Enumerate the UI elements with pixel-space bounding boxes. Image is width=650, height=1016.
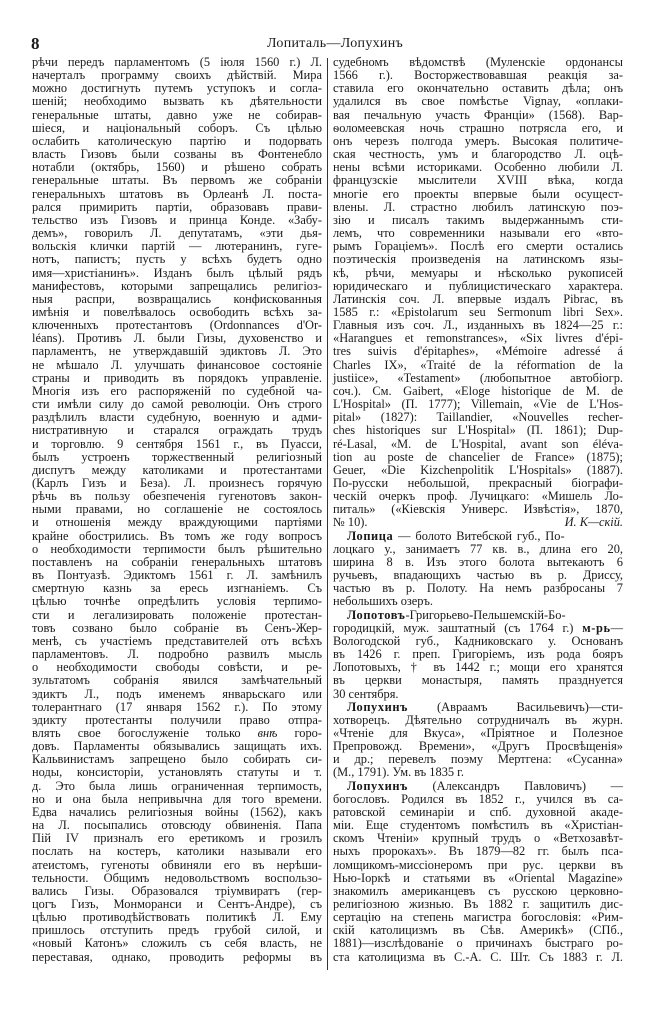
page-number: 8 [31, 34, 40, 53]
text-line: товъ созвано было собраніе въ Сенъ-Жер- [32, 620, 322, 635]
entry-лопотовъ [333, 609, 623, 701]
text-line: влены. Л. страстно любилъ латинскую поэ- [333, 199, 623, 214]
text-line: шеній; необходимо вызвать къ дѣятельности [32, 94, 322, 109]
text-line: Лопотовыхъ, † въ 1442 г.; мощи его хранятся [333, 660, 623, 675]
text-line: ches historiques sur L'Hospital» (П. 1861); Dup- [333, 423, 623, 438]
entry-headword: Лопица [347, 528, 394, 543]
text-line: Нью-Іоркѣ и статьями въ «Oriental Magazine» [333, 870, 623, 885]
text-line: ослабить католическую партію и подорвать [32, 133, 322, 148]
text-line: пришлось отступить предъ грубой силой, и [32, 923, 322, 938]
text-line: парламентъ, не утверждавшій эдиктовъ Л. Это [32, 344, 322, 359]
text-line: хотворецъ. Дѣятельно сотрудничалъ въ журн. [333, 712, 623, 727]
text-line: знакомилъ американцевъ съ русскою церковно- [333, 883, 623, 898]
text-line: судебномъ вѣдомствѣ (Муленскіе ордонансы [333, 55, 623, 69]
right-column [333, 56, 623, 964]
left-column [32, 56, 322, 964]
text-line: власть Гизовъ были созваны въ Фонтенебло [32, 147, 322, 162]
text-line: удалился въ свое помѣстье Vignay, «оплаки- [333, 94, 623, 109]
text-line: ставила его окончательно оставить дѣла; онъ [333, 81, 623, 96]
text-line: скомъ Чтеніи» крупный трудъ о «Ветхозавѣт- [333, 831, 623, 846]
text-line: смертную казнь за ересь изгнаніемъ. Съ [32, 581, 322, 596]
text-line: цогъ Гизъ, Монморанси и Сентъ-Андре), съ [32, 897, 322, 911]
text-line: и отношенія между враждующими партіями [32, 515, 322, 530]
text-line [333, 780, 623, 793]
text-line: раздѣлилъ власти судебную, военную и адми- [32, 410, 322, 425]
text-segment: № 10). [333, 515, 368, 530]
italic-text: внѣ [257, 725, 278, 740]
text-line: толерантнаго (17 января 1562 г.). По этому [32, 699, 322, 714]
text-line: рѣчь въ пользу обезпеченія гугенотовъ закон- [32, 489, 322, 504]
text-line: менѣ, съ участіемъ представителей отъ всѣхъ [32, 633, 322, 648]
text-line: ныя распри, возвращались конфискованныя [32, 291, 322, 306]
text-line: «новый Катонъ» сложилъ съ себя власть, не [32, 936, 322, 951]
text-line: тельности. Общимъ недовольствомъ воспользо- [32, 870, 322, 885]
text-line: юридическаго и публицистическаго характера. [333, 278, 623, 293]
paragraph [32, 56, 322, 964]
text-line: диспутъ между католиками и протестантами [32, 462, 322, 477]
text-line: (М., 1791). Ум. въ 1835 г. [333, 765, 464, 780]
text-line [333, 701, 623, 714]
entry-headword: Лопухинъ [347, 778, 408, 793]
text-line: ская честность, умъ и благородство Л. оцѣ- [333, 147, 623, 162]
text-line: «Чтеніе для Вкуса», «Пріятное и Полезное [333, 725, 623, 740]
text-line: зультатомъ собранія явился замѣчательный [32, 673, 322, 688]
text-line: въ Понтуазѣ. Эдиктомъ 1561 г. Л. замѣнилъ [32, 568, 322, 583]
text-line: сертацію на степень магистра богословія: «Рим- [333, 910, 623, 925]
text-line: кѣ, рѣчи, мемуары и нѣсколько рукописей [333, 265, 623, 280]
text-line [333, 622, 623, 635]
text-line: «Harangues et remonstrances», «Six livres d'épi- [333, 331, 623, 346]
text-line: въ 1426 г. преп. Григоріемъ, изъ рода бояръ [333, 647, 623, 662]
entry-headword: Лопухинъ [347, 699, 408, 714]
text-line: частью въ р. Полоту. На немъ разбросаны 7 [333, 581, 623, 596]
entry-headword: м-рь [582, 620, 611, 635]
text-line: соч.). См. Gaibert, «Eloge historique de M. de [333, 383, 623, 398]
column-divider [327, 58, 328, 970]
text-line: рымъ Гораціемъ». Послѣ его смерти остались [333, 239, 623, 254]
text-segment: городицкій, муж. заштатный (съ 1764 г.) [333, 620, 583, 635]
text-line: Пій IV призналъ его еретикомъ и грозилъ [32, 831, 322, 846]
text-line: (Карлъ Гизъ и Беза). Л. произнесъ горячую [32, 476, 322, 490]
text-line: питаль» («Кіевскія Универс. Извѣстія», 1870, [333, 502, 623, 517]
text-line: имя—христіанинъ». Изданъ былъ цѣлый рядъ [32, 265, 322, 280]
text-line: ческій очеркъ проф. Лучицкаго: «Мишель Ло- [333, 489, 623, 504]
text-line: ными правами, но соглашеніе не состоялось [32, 502, 322, 517]
text-line: поэтическія произведенія на латинскомъ язы- [333, 252, 623, 267]
text-line: ныхъ пророкахъ». Въ 1879—82 гг. былъ пса- [333, 844, 623, 859]
text-line: сти и легализировать положеніе протестан- [32, 607, 322, 622]
text-line: міи. Еще студентомъ помѣстилъ въ «Христіан- [333, 818, 623, 833]
text-line: можно достигнуть путемъ уступокъ и согла- [32, 81, 322, 96]
entry-лопухинъ [333, 780, 623, 964]
text-line: скій католицизмъ въ Сѣв. Америкѣ» (СПб., [333, 923, 623, 938]
text-line: ноды, консисторіи, установлять статуты и т. [32, 765, 322, 780]
text-line: рѣчи передъ парламентомъ (5 іюля 1560 г.) Л. [32, 55, 322, 69]
text-line: рался примирить партіи, образовавъ прави- [32, 199, 322, 214]
text-line: Geuer, «Die Kizchenpolitik L'Hospitals» (1887). [333, 462, 623, 477]
text-line: эдиктъ Л., подъ именемъ январьскаго или [32, 686, 322, 701]
text-line: лемъ, что современники называли его «вто- [333, 226, 623, 241]
text-line: ста католицизма въ С.-А. С. Шт. Съ 1883 г. Л. [333, 949, 623, 964]
text-segment: — болото Витебской губ., По- [393, 528, 565, 543]
text-line: Препровожд. Времени», «Другъ Просвѣщенія» [333, 739, 623, 754]
text-line: не мѣшало Л. улучшать финансовое состояніе [32, 357, 322, 372]
text-line: довъ. Парламенты обязывались защищать ихъ. [32, 739, 322, 754]
text-line: религіозною жизнью. Въ 1882 г. защитилъ дис- [333, 897, 623, 911]
text-line: нотабли (октябрь, 1560) и рѣшено собрать [32, 160, 322, 175]
text-segment: — [610, 620, 623, 635]
text-line: По-русски небольшой, прекрасный біографи- [333, 476, 623, 490]
entry-headword: Лопотовъ [347, 607, 406, 622]
text-line: L'Hospital» (П. 1777); Villemain, «Vie de L'Hos- [333, 397, 623, 412]
text-line: ширина 8 в. Изъ этого болота вытекаютъ 6 [333, 554, 623, 569]
text-line: вая печальную участь Франціи» (1568). Вар- [333, 107, 623, 122]
text-line: нены всѣми историками. Особенно любили Л. [333, 160, 623, 175]
text-line: justiice», «Testament» (любопытное автобіогр. [333, 370, 623, 385]
text-line: лоцкаго у., занимаетъ 77 кв. в., длина его 20, [333, 541, 623, 556]
text-line: pital» (1827): Taillandier, «Nouvelles recher- [333, 410, 623, 425]
text-line: ратовской семинаріи и спб. духовной акаде- [333, 804, 623, 819]
text-segment: (Авраамъ Васильевичъ)—сти- [407, 699, 623, 714]
text-line: Едва начались религіозныя войны (1562), какъ [32, 804, 322, 819]
text-line: Вологодской губ., Кадниковскаго у. Основанъ [333, 633, 623, 648]
text-segment: (Александръ Павловичъ) — [407, 778, 623, 793]
text-line: былъ устроенъ торжественный религіозный [32, 449, 322, 464]
text-line: шіеся, и національный соборъ. Съ цѣлью [32, 120, 322, 135]
text-line: манифестовъ, которыми запрещались религіоз- [32, 278, 322, 293]
text-line: тельство изъ Гизовъ и принца Конде. «Забу- [32, 212, 322, 227]
text-line: переставая, однако, проводить реформы въ [32, 949, 322, 964]
text-line: въ церкви монастыря, память празднуется [333, 673, 623, 688]
text-line: начерталъ программу своихъ дѣйствій. Мира [32, 68, 322, 83]
text-line: Главныя изъ соч. Л., изданныхъ въ 1824—25 г.: [333, 318, 623, 333]
text-line: Многія изъ его распоряженій по судебной ча- [32, 383, 322, 398]
text-line: вались Гизы. Образовался тріумвиратъ (гер- [32, 883, 322, 898]
text-line: 30 сентября. [333, 686, 399, 701]
text-line: богословъ. Родился въ 1852 г., учился въ са- [333, 791, 623, 806]
text-line: генеральные штаты, давно уже не собирав- [32, 107, 322, 122]
text-line: Кальвинистамъ запрещено было собирать си- [32, 752, 322, 767]
text-line: о необходимости свободы совѣсти, и ре- [32, 660, 322, 675]
text-line: ключенныхъ протестантовъ (Ordonnances d'Or- [32, 318, 322, 333]
entry-лопухинъ [333, 701, 623, 780]
text-line: tres suivis d'épitaphes», «Mémoire adressé á [333, 344, 623, 359]
text-line: крайне обострились. Въ томъ же году вопросъ [32, 528, 322, 543]
text-line: 1566 г.). Восторжествовавшая реакція за- [333, 68, 623, 83]
text-line: французскіе мыслители XVIII вѣка, когда [333, 173, 623, 188]
text-line: небольшихъ озеръ. [333, 594, 433, 609]
text-line: ручьевъ, впадающихъ частью въ р. Дриссу, [333, 568, 623, 583]
text-line: д. Это была лишь ограниченная терпимость, [32, 778, 322, 793]
text-line: генеральные штаты. Въ первомъ же собраніи [32, 173, 322, 188]
text-line: о необходимости терпимости былъ рѣшительно [32, 541, 322, 556]
text-line: онъ черезъ полгода умеръ. Высокая политиче- [333, 133, 623, 148]
text-line: ré-Lasal, «M. de L'Hospital, avant son éléva- [333, 436, 623, 451]
text-line: нотъ, папистъ; пусть у всѣхъ будетъ одно [32, 252, 322, 267]
text-line: поставленъ на собраніи генеральныхъ штатовъ [32, 554, 322, 569]
text-line: но и она была непривычна для того времени. [32, 791, 322, 806]
text-line: страны и приводить въ порядокъ управленіе. [32, 370, 322, 385]
text-line: на Л. посыпались отовсюду обвиненія. Папа [32, 818, 322, 833]
text-line: Charles IX», «Traité de la réformation de la [333, 357, 623, 372]
text-line: tion au poste de chancelier de France» (1875); [333, 449, 623, 464]
text-line: ѳоломеевская ночь страшно потрясла его, и [333, 120, 623, 135]
text-line: парламентовъ. Л. подробно развилъ мысль [32, 647, 322, 662]
text-line: вольскія клички партій — лютеранинъ, гуге- [32, 239, 322, 254]
text-line: ломщикомъ-миссіонеромъ при рус. церкви въ [333, 857, 623, 872]
text-line: послать на костеръ, католики называли его [32, 844, 322, 859]
text-line: атеистомъ, гугеноты обвиняли его въ нерѣши- [32, 857, 322, 872]
text-segment: влять свое богослуженіе только [32, 725, 258, 740]
text-line: Латинскія соч. Л. впервые издалъ Pibrac, въ [333, 291, 623, 306]
text-line: цѣлью противодѣйствовать политикѣ Л. Ему [32, 910, 322, 925]
text-line: 1585 г.: «Epistolarum seu Sermonum libri Sex». [333, 304, 623, 319]
paragraph [333, 56, 623, 530]
author-signature: И. К—скій. [564, 515, 623, 530]
text-line: эдикту протестанты получили право отпра- [32, 712, 322, 727]
running-title: Лопиталь—Лопухинъ [266, 36, 404, 51]
text-line: 1881)—изслѣдованіе о причинахъ быстраго ро- [333, 936, 623, 951]
text-line: сти имѣли силу до самой революціи. Онъ строго [32, 397, 322, 412]
text-line: нистративную и старался ограждать трудъ [32, 423, 322, 438]
text-line: цѣлью точнѣе опредѣлить условія терпимо- [32, 594, 322, 609]
entry-лопица [333, 530, 623, 609]
text-line: генеральныхъ штатовъ въ Орлеанѣ Л. поста- [32, 186, 322, 201]
text-line [333, 530, 623, 543]
text-line: многіе его проекты впервые были осущест- [333, 186, 623, 201]
text-segment: горо- [277, 725, 322, 740]
text-line: и др.; перевелъ поэму Мертгена: «Сусанна» [333, 752, 623, 767]
text-line: демъ», говорилъ Л. депутатамъ, «эти дья- [32, 226, 322, 241]
text-line: и торговлю. 9 сентября 1561 г., въ Пуасси, [32, 436, 322, 451]
text-line: зію и писалъ такимъ выдержаннымъ сти- [333, 212, 623, 227]
text-line: имѣнія и повелѣвалось освободить всѣхъ за- [32, 304, 322, 319]
text-line: léans). Противъ Л. были Гизы, духовенство и [32, 331, 322, 346]
text-segment: -Григорьево-Пельшемскій-Бо- [405, 607, 566, 622]
